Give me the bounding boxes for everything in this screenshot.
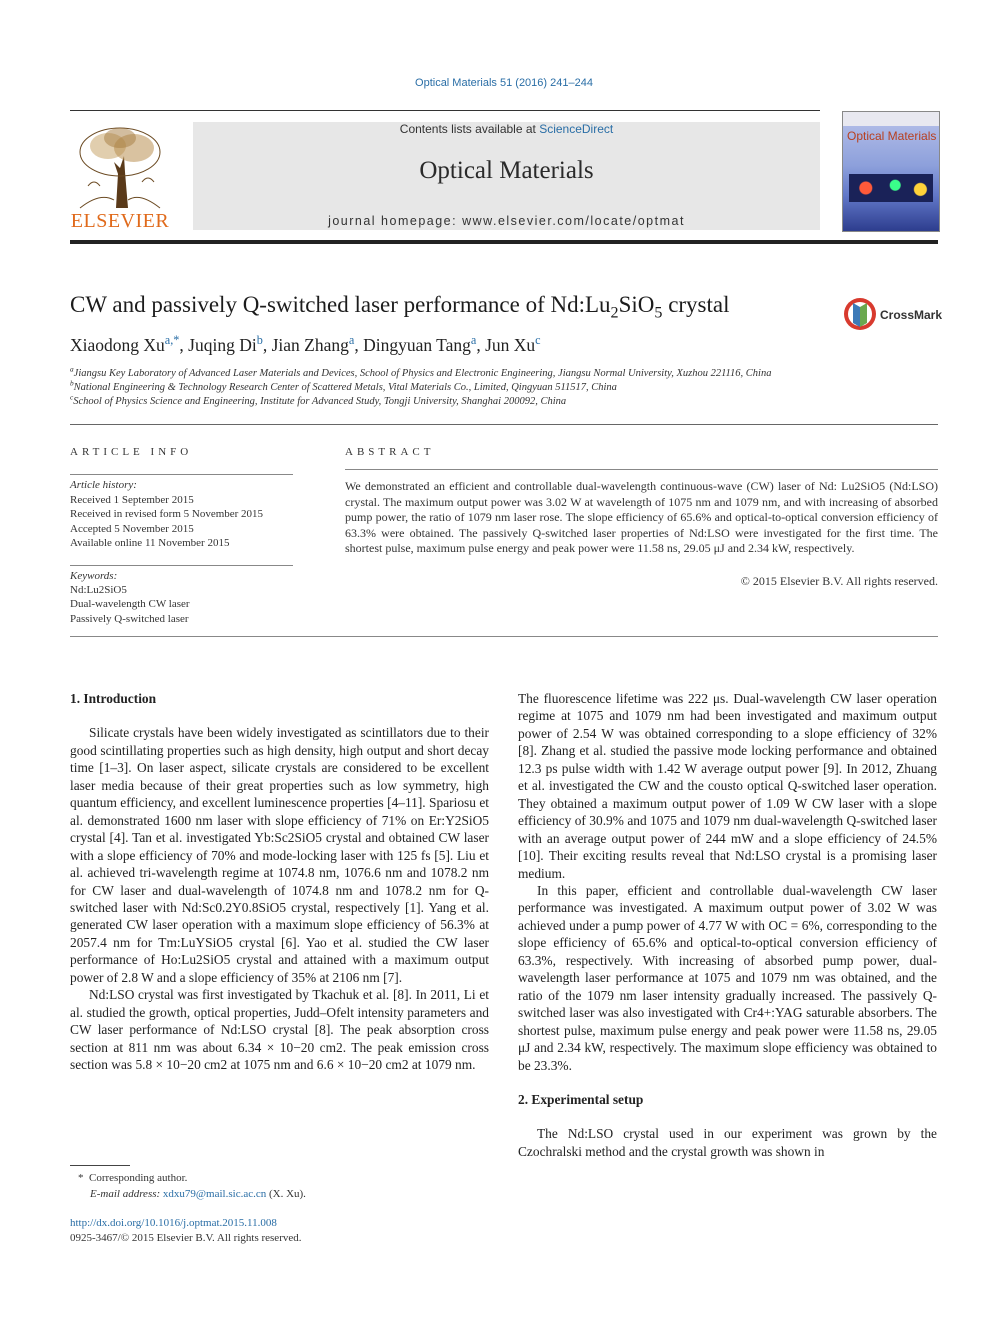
spacer [518,1074,937,1091]
keyword-item: Nd:Lu2SiO5 [70,584,127,597]
contents-prefix: Contents lists available at [399,122,540,136]
paragraph: The Nd:LSO crystal used in our experiment was grown by the Czochralski method and the crystal growth was shown in [518,1126,937,1159]
body-left-column [70,690,489,1074]
affiliation-key: b [70,378,74,388]
divider [345,469,938,470]
affiliation [70,378,771,395]
affiliation-text: National Engineering & Technology Research Center of Scattered Metals, Vital Materials Co., Limited, Qingyuan 511517, China [73,382,617,393]
journal-homepage-link[interactable]: journal homepage: www.elsevier.com/locate/optmat [328,214,685,228]
crossmark-icon [842,296,878,332]
cover-photo-strip [849,174,933,202]
header-rule [70,110,820,111]
crossmark-label: CrossMark [880,308,943,322]
title-part: crystal [662,292,730,317]
divider [70,565,293,566]
email-label: E-mail address: [90,1188,161,1200]
article-title [70,292,730,322]
affiliation-key: a [70,364,74,374]
history-item: Received 1 September 2015 [70,493,194,506]
spacer [70,707,489,724]
journal-cover-image[interactable] [842,111,940,232]
affiliations [70,364,772,409]
paragraph: The fluorescence lifetime was 222 μs. Dual-wavelength CW laser operation regime at 1075 and 1079 nm had been investigated and maximum output power of 2.54 W was obtained corresponding to a slope efficiency of 32% [8]. Zhang et al. studied the passive mode locking performance and obtained 12.3 ps pulse width with 1.42 W average output power [9]. In 2012, Zhuang et al. investigated the CW and the cousto optical Q-switched laser operation. They obtained a maximum output power of 1.09 W CW laser with a slope efficiency of 30.9% and 1075 and 1079 nm dual-wavelength Q-switched laser with an average output power of 244 mW and a slope efficiency of 24.5% [10]. Their exciting results reveal that Nd:LSO crystal is a promising laser medium. [518,691,937,881]
email-link[interactable]: xdxu79@mail.sic.ac.cn [162,1188,267,1200]
affiliation [70,392,771,409]
abstract-text: We demonstrated an efficient and controllable dual-wavelength continuous-wave (CW) laser of Nd: Lu2SiO5 (Nd:LSO) crystal. The maximum output power was 3.02 W at wavelength of 1075 nm and 1079 nm, and with increasing of absorbed pump power, the ratio of 1079 nm laser rose. The slope efficiency of 65.6% and optical-to-optical conversion efficiency of 63.3% were obtained. The passively Q-switched laser properties of Nd:LSO were investigated for the first time. The shortest pulse, maximum pulse energy and peak power were 11.58 ns, 29.05 μJ and 2.34 kW, respectively. [345,479,938,556]
article-history [70,478,263,551]
affiliation [70,364,772,381]
email-line [70,1186,306,1202]
title-part: SiO [618,292,655,317]
author-affiliation-link[interactable]: a [348,333,355,348]
divider [70,474,293,475]
title-part: CW and passively Q-switched laser performance of Nd:Lu [70,292,611,317]
elsevier-logo[interactable] [70,122,170,232]
email-suffix: (X. Xu). [268,1188,306,1200]
issn-line: 0925-3467/© 2015 Elsevier B.V. All rights reserved. [70,1232,302,1244]
paragraph: Silicate crystals have been widely investigated as scintillators due to their good scintillating properties such as high density, high output and short decay time [1–3]. On laser aspect, silicate crystals are considered to be excellent laser media because of their great properties such as low symmetry, high quantum efficiency, and excellent luminescence properties [4–11]. Spariosu et al. demonstrated 1600 nm laser with slope efficiency of 71% on Er:Y2SiO5 crystal [4]. Tan et al. investigated Yb:Sc2SiO5 crystal and obtained CW laser with a slope efficiency of 70% and mode-locking laser with 125 fs [5]. Liu et al. achieved tri-wavelength regime at 1074.8 nm, 1076.6 nm and 1078.2 nm for CW laser and dual-wavelength of 1074.8 nm and 1078.2 nm for Q-switched laser with Nd:Sc0.2Y0.8SiO5 crystal, respectively [1]. Yang et al. generated CW laser operation with a maximum slope efficiency of 56.3% at 2057.4 nm for Tm:LuYSiO5 crystal [6]. Yao et al. studied the CW laser performance of Ho:Lu2SiO5 crystal and attained with a maximum output power of 2.8 W and a slope efficiency of 35% at 2106 nm [7]. [70,725,489,985]
author-affiliation-link[interactable]: a [470,333,477,348]
body-right-column [518,690,937,1160]
header-thick-rule [70,240,938,244]
divider [70,636,938,637]
affiliation-key: c [70,392,74,402]
title-sub: 2 [610,304,619,322]
author-name: Juqing Di [188,335,257,355]
section-heading: 1. Introduction [70,691,157,706]
author-name: Dingyuan Tang [363,335,471,355]
author-name: Xiaodong Xu [70,335,165,355]
keyword-item: Passively Q-switched laser [70,612,189,625]
spacer [518,1108,937,1125]
keywords-label: Keywords: [70,570,118,582]
contents-line [193,122,820,136]
doi-link[interactable]: http://dx.doi.org/10.1016/j.optmat.2015.11.008 [70,1217,277,1229]
author-name: Jun Xu [485,335,536,355]
footnote-marker: * [78,1172,84,1184]
author-list: Xiaodong $Xu^{a,*}$, Juqing Di$^b$, Jian Zhang$^a$, Dingyuan Tang$^a$, Jun Xu$^c$ [70,333,541,355]
abstract-heading: ABSTRACT [345,446,435,458]
corresponding-label: Corresponding author. [89,1172,188,1184]
history-item: Accepted 5 November 2015 [70,522,194,535]
affiliation-text: Jiangsu Key Laboratory of Advanced Laser Materials and Devices, School of Physics and Electronic Engineering, Jiangsu Normal University, Xuzhou 221116, China [73,368,772,379]
keyword-item: Dual-wavelength CW laser [70,598,190,611]
author-name: Jian Zhang [271,335,349,355]
author-affiliation-link[interactable]: a,* [164,333,180,348]
history-item: Received in revised form 5 November 2015 [70,508,264,520]
corresponding-author-note [70,1170,306,1186]
history-item: Available online 11 November 2015 [70,537,230,549]
crossmark-badge[interactable] [842,296,942,336]
journal-title: Optical Materials [419,157,594,184]
author-affiliation-link[interactable]: b [256,333,263,348]
section-heading: 2. Experimental setup [518,1091,644,1107]
history-label: Article history: [70,479,137,491]
affiliation-text: School of Physics Science and Engineering, Institute for Advanced Study, Tongji University, Shanghai 200092, China [73,396,567,407]
journal-citation-link[interactable]: Optical Materials 51 (2016) 241–244 [415,77,593,89]
keywords [70,569,190,626]
divider [70,424,938,425]
elsevier-wordmark: ELSEVIER [70,210,170,232]
paragraph: Nd:LSO crystal was first investigated by Tkachuk et al. [8]. In 2011, Li et al. studied the growth, optical properties, Judd–Ofelt intensity parameters and CW laser performance of Nd:LSO crystal [8]. The peak absorption cross section at 811 nm was about 6.34 × 10−20 cm2. The peak emission cross section was 5.8 × 10−20 cm2 at 1075 nm and 6.6 × 10−20 cm2 at 1079 nm. [70,987,489,1073]
article-info-heading: ARTICLE INFO [70,446,193,458]
author-affiliation-link[interactable]: c [535,333,541,348]
sciencedirect-link[interactable]: ScienceDirect [539,122,614,136]
paragraph: In this paper, efficient and controllable dual-wavelength CW laser performance was investigated. A maximum output power of 3.02 W was achieved under a pump power of 4.77 W with OC = 6%, corresponding to the slope efficiency of 65.6% and optical-to-optical conversion efficiency of 63.3%, respectively. With increasing of absorbed pump power, dual-wavelength laser performance at 1075 and 1079 nm was obtained, and the ratio of the 1079 nm laser intensity gradually increased. The passively Q-switched laser was also investigated with Cr4+:YAG saturable absorbers. The shortest pulse, maximum pulse energy and peak power were 11.58 ns, 29.05 μJ and 2.34 kW, respectively. The maximum slope efficiency was obtained to be 23.3%. [518,882,937,1073]
cover-top-band [843,112,939,126]
cover-title: Optical Materials [847,129,937,143]
footnote [70,1170,306,1202]
doi-block [70,1216,302,1246]
footnote-rule [70,1165,130,1166]
abstract-copyright: © 2015 Elsevier B.V. All rights reserved. [740,574,938,588]
title-sub: 5 [654,304,663,322]
